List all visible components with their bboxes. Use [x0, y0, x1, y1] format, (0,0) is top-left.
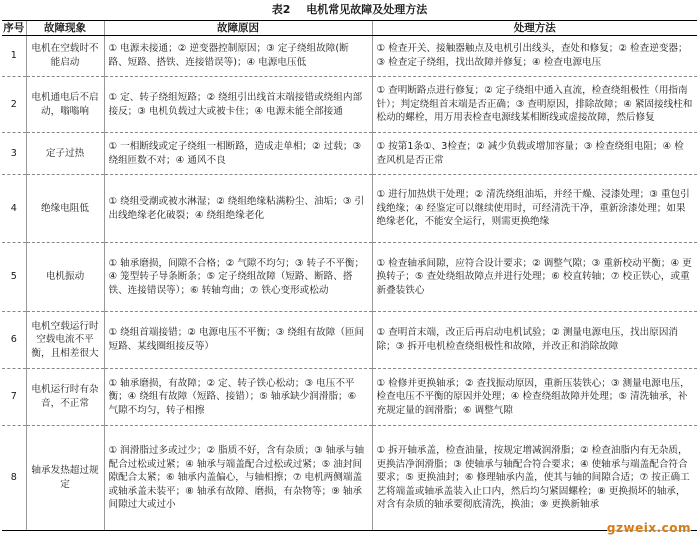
row-number: 7 [2, 369, 26, 426]
fault-table [2, 20, 697, 531]
table-title: 电机常见故障及处理方法 [306, 3, 427, 16]
row-number: 5 [2, 243, 26, 312]
table-row [2, 243, 697, 312]
fault-phenomenon: 电机在空载时不能启动 [26, 36, 104, 77]
row-number: 6 [2, 312, 26, 369]
fault-phenomenon: 定子过热 [26, 133, 104, 175]
fault-phenomenon: 电机通电后不启动，嗡嗡响 [26, 77, 104, 133]
fault-phenomenon: 电机空载运行时空载电流不平衡，且相差很大 [26, 312, 104, 369]
fault-solution: ① 拆开轴承盖，检查油量，按规定增减润滑脂；② 检查油脂内有无杂质，更换洁净润滑脂；③ 使轴承与轴配合符合要求；④ 使轴承与端盖配合符合要求；⑤ 更换油封；⑥ 修理轴承内盖，使其与轴的间隙合适；⑦ 按正确工艺将端盖或轴承盖装入止口内，然后均匀紧固螺栓；⑧ 更换损坏的轴承，对含有杂质的轴承要彻底清洗，换油；⑨ 更换新轴承 [372, 426, 697, 531]
fault-solution: ① 查明断路点进行修复；② 定子绕组中通入直流，检查绕组极性（用指南针）；判定绕组首末端是否正确；③ 查明原因，排除故障；④ 紧固接线柱和松动的螺栓，用万用表检查电源线某相断线或虚接故障，然后修复 [372, 77, 697, 133]
header-solution: 处理方法 [372, 21, 697, 36]
table-row [2, 426, 697, 531]
fault-cause: ① 绕组首端接错；② 电源电压不平衡；③ 绕组有故障（匝间短路、某线圈组接反等） [104, 312, 372, 369]
fault-solution: ① 进行加热烘干处理；② 清洗绕组油垢，并经干燥、浸漆处理；③ 重包引线绝缘；④ 经鉴定可以继续使用时，可经清洗干净，重新涂漆处理；如果绝缘老化，不能安全运行，则需更换绝缘 [372, 175, 697, 243]
fault-solution: ① 检查轴承间隙，应符合设计要求；② 调整气隙；③ 重新校动平衡；④ 更换转子；⑤ 查处绕组故障点并进行处理；⑥ 校直转轴；⑦ 校正铁心，或重新叠装铁心 [372, 243, 697, 312]
site-watermark: gzweix.com [607, 521, 691, 535]
fault-phenomenon: 电机运行时有杂音，不正常 [26, 369, 104, 426]
table-row [2, 369, 697, 426]
row-number: 2 [2, 77, 26, 133]
fault-solution: ① 查明首末端，改正后再启动电机试验；② 测量电源电压，找出原因消除；③ 拆开电机检查绕组极性和故障，并改正和消除故障 [372, 312, 697, 369]
table-row [2, 77, 697, 133]
table-caption [0, 2, 699, 18]
fault-cause: ① 轴承磨损，有故障；② 定、转子铁心松动；③ 电压不平衡；④ 绕组有故障（短路、接错）；⑤ 轴承缺少润滑脂；⑥ 气隙不均匀，转子相擦 [104, 369, 372, 426]
fault-cause: ① 绕组受潮或被水淋湿；② 绕组绝缘粘满粉尘、油垢；③ 引出线绝缘老化破裂；④ 绕组绝缘老化 [104, 175, 372, 243]
table-row [2, 36, 697, 77]
fault-cause: ① 定、转子绕组短路；② 绕组引出线首末端接错或绕组内部接反；③ 电机负载过大或被卡住；④ 电源未能全部接通 [104, 77, 372, 133]
table-row [2, 312, 697, 369]
row-number: 8 [2, 426, 26, 531]
row-number: 1 [2, 36, 26, 77]
fault-cause: ① 润滑脂过多或过少；② 脂质不好，含有杂质；③ 轴承与轴配合过松或过紧；④ 轴承与端盖配合过松或过紧；⑤ 油封间隙配合太紧；⑥ 轴承内盖偏心，与轴相擦；⑦ 电机两侧端盖或轴承盖未装平；⑧ 轴承有故障、磨损，有杂物等；⑨ 轴承间隙过大或过小 [104, 426, 372, 531]
fault-solution: ① 检查开关、接触器触点及电机引出线头，查处和修复；② 检查逆变器；③ 检查定子绕组，找出故障并修复；④ 检查电源电压 [372, 36, 697, 77]
table-row [2, 133, 697, 175]
row-number: 3 [2, 133, 26, 175]
header-cause: 故障原因 [104, 21, 372, 36]
row-number: 4 [2, 175, 26, 243]
fault-phenomenon: 轴承发热超过规定 [26, 426, 104, 531]
table-number: 表2 [272, 3, 291, 16]
header-row [2, 21, 697, 36]
fault-solution: ① 按第1条①、3检查；② 减少负载或增加容量；③ 检查绕组电阻；④ 检查风机是否正常 [372, 133, 697, 175]
fault-cause: ① 一相断线或定子绕组一相断路，造成走单相；② 过载；③ 绕组匝数不对；④ 通风不良 [104, 133, 372, 175]
table-row [2, 175, 697, 243]
fault-cause: ① 电源未接通；② 逆变器控制原因；③ 定子绕组故障(断路、短路、搭铁、连接错误等)；④ 电源电压低 [104, 36, 372, 77]
fault-phenomenon: 绝缘电阻低 [26, 175, 104, 243]
fault-solution: ① 检修并更换轴承；② 查找振动原因，重新压装铁心；③ 测量电源电压，检查电压不平衡的原因并处理；④ 检查绕组故障并处理；⑤ 清洗轴承，补充规定量的润滑脂；⑥ 调整气隙 [372, 369, 697, 426]
fault-phenomenon: 电机振动 [26, 243, 104, 312]
fault-cause: ① 轴承磨损，间隙不合格；② 气隙不均匀；③ 转子不平衡；④ 笼型转子导条断条；⑤ 定子绕组故障（短路、断路、搭铁、连接错误等）；⑥ 转轴弯曲；⑦ 铁心变形或松动 [104, 243, 372, 312]
header-no: 序号 [2, 21, 26, 36]
header-phenomenon: 故障现象 [26, 21, 104, 36]
